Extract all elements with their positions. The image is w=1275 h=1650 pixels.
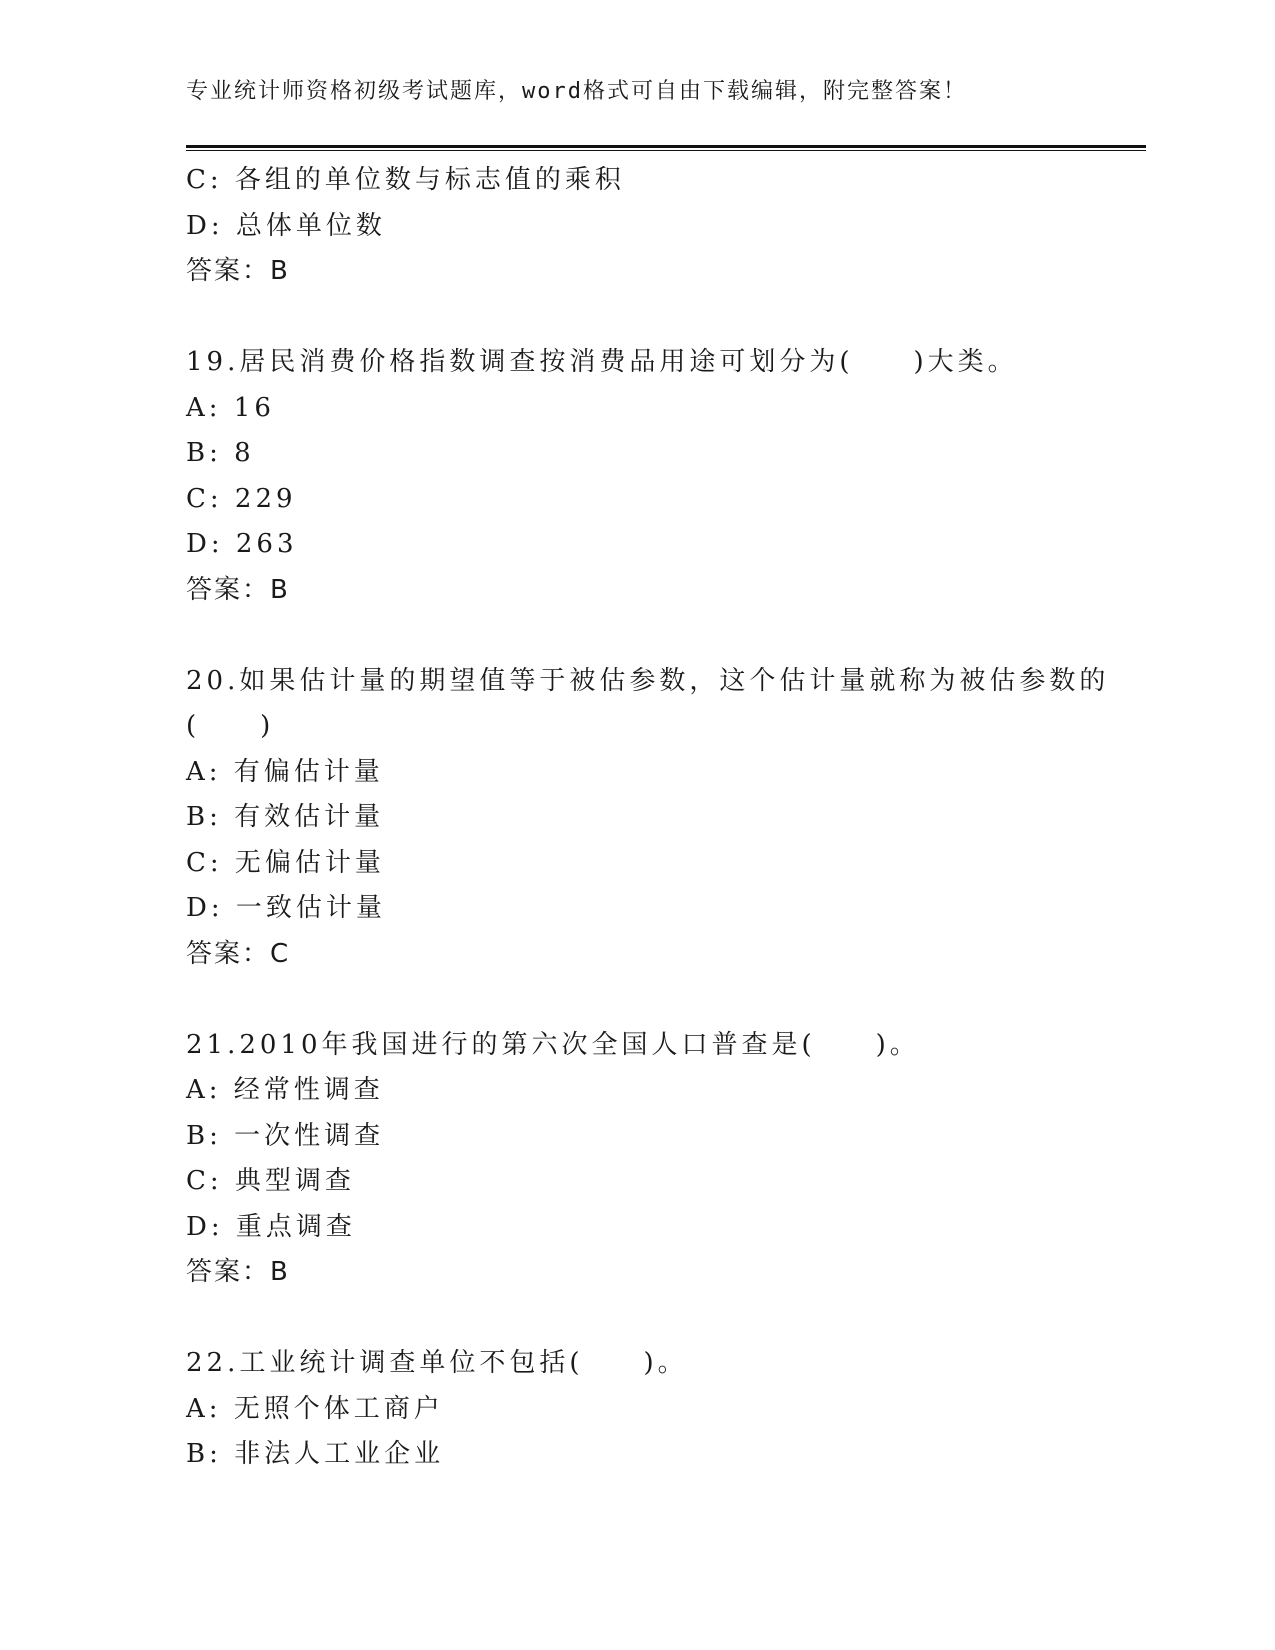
option-a: A: 无照个体工商户 bbox=[186, 1393, 444, 1424]
question-stem-continued: ( ) bbox=[186, 711, 275, 741]
question-19 bbox=[186, 340, 1146, 613]
question-stem: 21.2010年我国进行的第六次全国人口普查是( )。 bbox=[186, 1029, 920, 1060]
question-22 bbox=[186, 1341, 1146, 1478]
question-stem: 19.居民消费价格指数调查按消费品用途可划分为( )大类。 bbox=[186, 347, 1018, 377]
option-a: A: 经常性调查 bbox=[186, 1075, 384, 1105]
question-list bbox=[186, 158, 1146, 1478]
carry-over-block bbox=[186, 158, 1146, 295]
option-a: A: 16 bbox=[186, 392, 275, 423]
header-divider bbox=[186, 145, 1146, 151]
option-d: D: 重点调查 bbox=[186, 1211, 356, 1242]
option-b: B: 有效估计量 bbox=[186, 802, 385, 832]
option-c: C: 各组的单位数与标志值的乘积 bbox=[186, 165, 625, 195]
question-21 bbox=[186, 1023, 1146, 1296]
option-c: C: 典型调查 bbox=[186, 1166, 355, 1196]
option-d: D: 263 bbox=[186, 529, 298, 559]
answer-line: 答案：B bbox=[186, 574, 290, 605]
option-c: C: 229 bbox=[186, 483, 297, 514]
page-header: 专业统计师资格初级考试题库，word格式可自由下载编辑，附完整答案！ bbox=[186, 79, 967, 104]
option-d: D: 一致估计量 bbox=[186, 893, 386, 923]
question-20 bbox=[186, 659, 1146, 978]
option-a: A: 有偏估计量 bbox=[186, 756, 384, 787]
question-stem: 20.如果估计量的期望值等于被估参数，这个估计量就称为被估参数的 bbox=[186, 665, 1110, 696]
option-b: B: 8 bbox=[186, 438, 255, 468]
option-d: D: 总体单位数 bbox=[186, 210, 386, 241]
option-c: C: 无偏估计量 bbox=[186, 847, 385, 878]
answer-line: 答案：B bbox=[186, 256, 290, 286]
option-b: B: 一次性调查 bbox=[186, 1120, 385, 1151]
answer-line: 答案：C bbox=[186, 938, 291, 969]
option-b: B: 非法人工业企业 bbox=[186, 1439, 445, 1469]
question-stem: 22.工业统计调查单位不包括( )。 bbox=[186, 1348, 688, 1378]
answer-line: 答案：B bbox=[186, 1257, 290, 1287]
